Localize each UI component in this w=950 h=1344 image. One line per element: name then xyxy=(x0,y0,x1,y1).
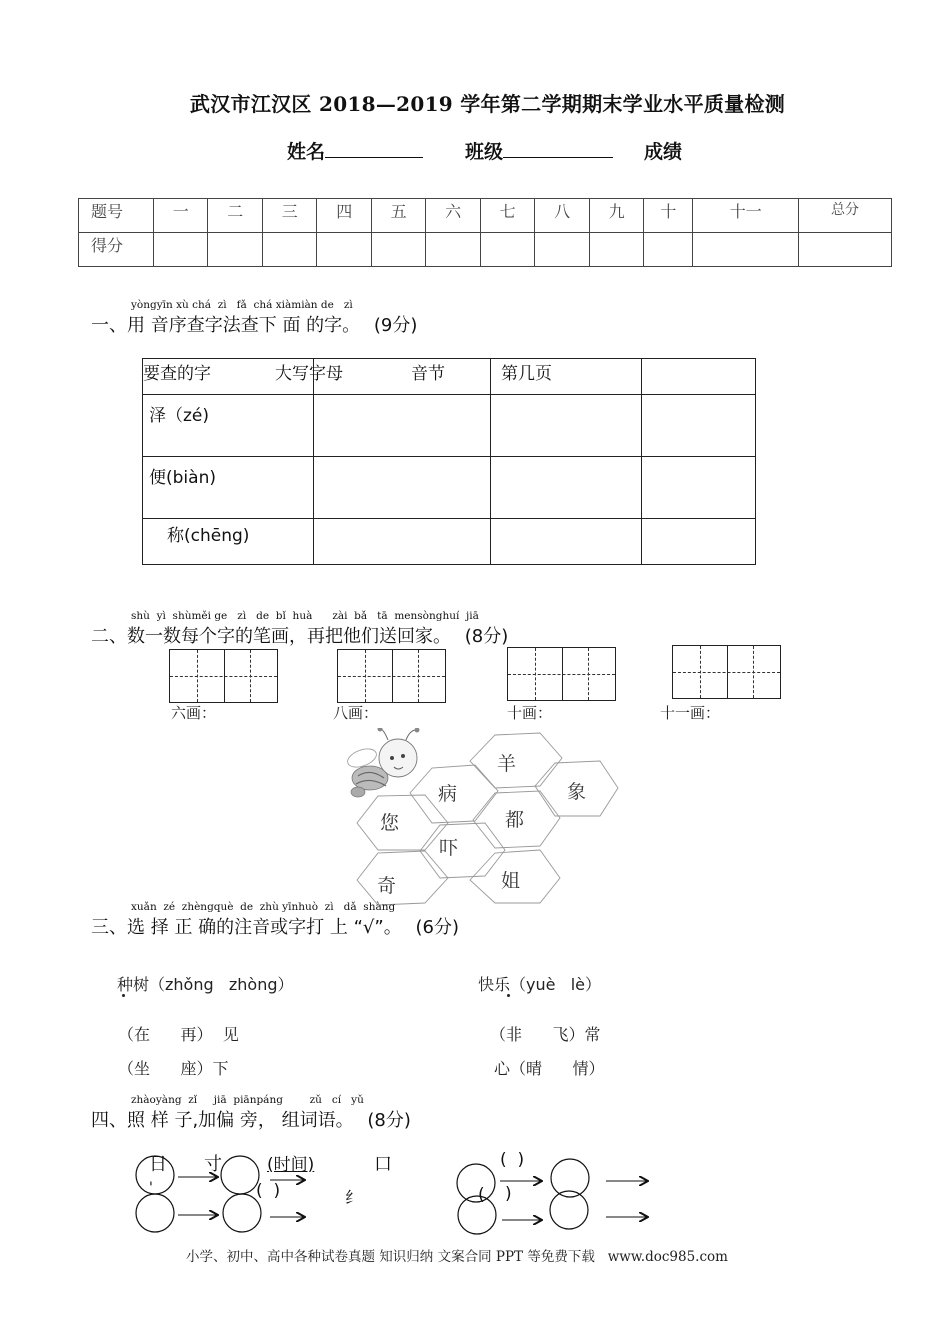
class-blank[interactable] xyxy=(503,138,613,158)
score-table-row-head: 题号 xyxy=(79,199,154,233)
part-char-cun: 寸 xyxy=(204,1154,222,1175)
class-field xyxy=(465,137,613,164)
lookup-header-cell xyxy=(143,359,343,395)
lookup-header-cell xyxy=(642,359,756,395)
lookup-header-row xyxy=(143,359,756,395)
hex-cell xyxy=(357,851,448,905)
section1-title-text: 一、用 音序查字法查下 面 的字。 xyxy=(91,315,361,336)
hex-char[interactable]: 姐 xyxy=(501,870,521,892)
grid-label-eleven: 十一画： xyxy=(660,704,721,722)
radical-char-ri: 日 xyxy=(149,1154,167,1175)
lookup-row xyxy=(143,457,756,519)
score-cell[interactable] xyxy=(317,233,371,267)
score-col: 五 xyxy=(371,199,425,233)
lookup-answer-cell[interactable] xyxy=(491,395,642,457)
score-cell[interactable] xyxy=(480,233,534,267)
score-cell[interactable] xyxy=(535,233,589,267)
score-cell[interactable] xyxy=(799,233,892,267)
choice-item-xinqing[interactable]: 心（晴 情） xyxy=(494,1059,605,1078)
lookup-answer-cell[interactable] xyxy=(314,519,491,565)
lookup-header-syllable: 音节 xyxy=(411,364,445,384)
name-label: 姓名 xyxy=(287,141,326,163)
lookup-header-char: 要查的字 xyxy=(143,364,211,384)
section4-points: (8分) xyxy=(367,1110,411,1131)
grid-guide xyxy=(170,676,277,677)
hex-char[interactable]: 您 xyxy=(380,812,400,834)
score-col: 八 xyxy=(535,199,589,233)
grid-guide xyxy=(508,674,615,675)
score-cell[interactable] xyxy=(262,233,316,267)
grid-label-eight: 八画： xyxy=(333,704,379,722)
section1-points: (9分) xyxy=(373,315,418,336)
score-col: 二 xyxy=(208,199,262,233)
lookup-answer-cell[interactable] xyxy=(642,519,756,565)
choice-item-zaijian[interactable]: （在 再） 见 xyxy=(118,1025,239,1044)
choice-item-feichang[interactable]: （非 飞）常 xyxy=(490,1025,601,1044)
choice-item-zhongshu[interactable]: 种树（zhǒng zhòng） xyxy=(117,975,294,994)
section4-title-text: 四、照 样 子,加偏 旁， 组词语。 xyxy=(91,1110,354,1131)
section1-pinyin: yòngyīn xù chá zì fǎ chá xiàmiàn de zì xyxy=(131,299,353,311)
hex-cell xyxy=(420,823,505,878)
writing-grid-eleven[interactable] xyxy=(672,645,781,699)
exam-title: 武汉市江汉区 2018—2019 学年第二学期期末学业水平质量检测 xyxy=(189,92,786,116)
lookup-char: 泽（zé) xyxy=(143,395,314,457)
answer-blank[interactable]: ( ) xyxy=(500,1150,525,1170)
score-col: 七 xyxy=(480,199,534,233)
emphasis-dot xyxy=(507,994,510,997)
lookup-answer-cell[interactable] xyxy=(642,395,756,457)
example-word: (时间) xyxy=(267,1155,315,1175)
section1-title xyxy=(91,311,417,337)
hex-char[interactable]: 象 xyxy=(567,781,587,803)
score-col: 三 xyxy=(262,199,316,233)
section3-title-text: 三、选 择 正 确的注音或字打 上 “√”。 xyxy=(91,917,402,938)
grid-label-ten: 十画： xyxy=(507,704,553,722)
score-table-score-row xyxy=(79,233,892,267)
score-cell[interactable] xyxy=(589,233,643,267)
radical-char-kou: 口 xyxy=(374,1154,392,1175)
hex-char[interactable]: 羊 xyxy=(497,753,517,775)
emphasis-dot xyxy=(122,994,125,997)
answer-paren-close: ) xyxy=(505,1184,512,1204)
choice-item-kuaile[interactable]: 快乐（yuè lè） xyxy=(478,975,602,994)
name-field xyxy=(287,137,423,164)
class-label: 班级 xyxy=(465,141,504,163)
lookup-row xyxy=(143,519,756,565)
score-col: 六 xyxy=(426,199,480,233)
section2-pinyin: shù yì shùměi ge zì de bǐ huà zài bǎ tā mensònghuí jiā xyxy=(131,610,479,622)
blank-circle xyxy=(221,1156,259,1194)
score-cell[interactable] xyxy=(693,233,799,267)
score-col: 一 xyxy=(154,199,208,233)
writing-grid-eight[interactable] xyxy=(337,649,446,703)
small-mark: ' xyxy=(149,1180,153,1196)
hex-char[interactable]: 吓 xyxy=(439,837,459,859)
section4-pinyin: zhàoyàng zǐ jiā piānpáng zǔ cí yǔ xyxy=(131,1094,364,1106)
score-col: 九 xyxy=(589,199,643,233)
bee-icon xyxy=(345,728,419,797)
score-table xyxy=(78,198,892,267)
section3-title xyxy=(91,913,459,939)
score-cell[interactable] xyxy=(154,233,208,267)
score-table-row-head: 得分 xyxy=(79,233,154,267)
lookup-answer-cell[interactable] xyxy=(491,457,642,519)
writing-grid-ten[interactable] xyxy=(507,647,616,701)
lookup-header-page: 第几页 xyxy=(491,359,642,395)
hex-char[interactable]: 奇 xyxy=(377,875,397,897)
lookup-answer-cell[interactable] xyxy=(314,395,491,457)
section3-points: (6分) xyxy=(415,917,459,938)
lookup-header-cell xyxy=(314,359,491,395)
hex-char[interactable]: 病 xyxy=(438,783,458,805)
section2-title xyxy=(91,622,508,648)
score-col: 总分 xyxy=(799,199,892,233)
score-cell[interactable] xyxy=(644,233,693,267)
score-table-header-row xyxy=(79,199,892,233)
score-col: 十一 xyxy=(693,199,799,233)
lookup-char: 便(biàn) xyxy=(143,457,314,519)
score-cell[interactable] xyxy=(371,233,425,267)
section2-title-text: 二、数一数每个字的笔画，再把他们送回家。 xyxy=(91,626,451,647)
writing-grid-six[interactable] xyxy=(169,649,278,703)
score-label: 成绩 xyxy=(644,141,683,163)
blank-circle xyxy=(136,1194,174,1232)
lookup-row xyxy=(143,395,756,457)
lookup-table xyxy=(142,358,756,565)
lookup-header-letter: 大写字母 xyxy=(275,364,343,384)
footer-text: 小学、初中、高中各种试卷真题 知识归纳 文案合同 PPT 等免费下载 www.doc985.com xyxy=(186,1249,728,1265)
choice-item-zuoxia[interactable]: （坐 座）下 xyxy=(118,1059,229,1078)
hex-char[interactable]: 都 xyxy=(505,809,525,831)
score-cell[interactable] xyxy=(426,233,480,267)
grid-guide xyxy=(673,672,780,673)
score-cell[interactable] xyxy=(208,233,262,267)
grid-label-six: 六画： xyxy=(171,704,217,722)
lookup-char: 称(chēng) xyxy=(143,519,314,565)
section4-title xyxy=(91,1106,411,1132)
radical-char-si: 纟 xyxy=(345,1188,362,1207)
score-col: 四 xyxy=(317,199,371,233)
lookup-answer-cell[interactable] xyxy=(314,457,491,519)
lookup-answer-cell[interactable] xyxy=(642,457,756,519)
lookup-answer-cell[interactable] xyxy=(491,519,642,565)
answer-blank[interactable]: ( ) xyxy=(256,1181,281,1201)
answer-paren-open: ( xyxy=(478,1185,485,1205)
score-col: 十 xyxy=(644,199,693,233)
section2-points: (8分) xyxy=(464,626,509,647)
section3-pinyin: xuǎn zé zhèngquè de zhù yīnhuò zì dǎ shàng xyxy=(131,901,396,913)
grid-guide xyxy=(338,676,445,677)
name-blank[interactable] xyxy=(325,138,423,158)
